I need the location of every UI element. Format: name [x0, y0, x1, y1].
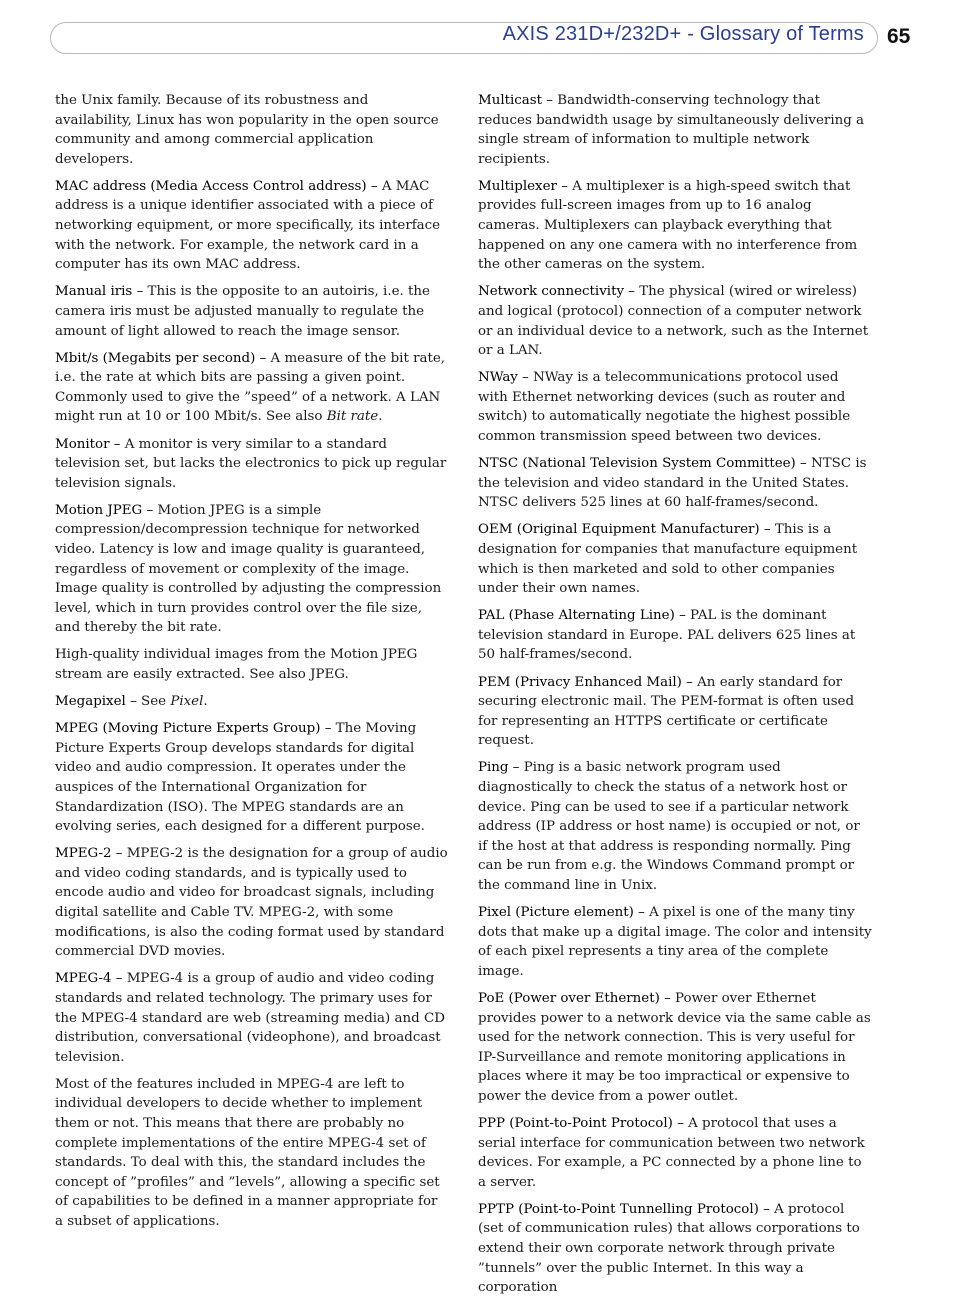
glossary-entry: [478, 903, 872, 981]
glossary-term: Manual iris: [55, 284, 133, 300]
glossary-entry: [55, 692, 449, 712]
glossary-entry: [55, 645, 449, 684]
term-separator: –: [125, 694, 142, 710]
glossary-term: Mbit/s (Megabits per second): [55, 350, 256, 366]
glossary-term: NTSC (National Television System Committee): [478, 456, 796, 472]
glossary-term: PPP (Point-to-Point Protocol): [478, 1116, 673, 1131]
term-separator: –: [624, 284, 640, 300]
cross-reference: Bit rate: [326, 409, 379, 425]
term-separator: –: [109, 436, 125, 452]
glossary-entry: [478, 1114, 872, 1192]
glossary-definition: the Unix family. Because of its robustness and availability, Linux has won popularity in the open source community and among commercial application developers.: [55, 93, 439, 167]
glossary-entry: [478, 1200, 872, 1298]
glossary-term: Motion JPEG: [55, 502, 143, 518]
glossary-entry: [478, 91, 872, 169]
glossary-entry: [478, 758, 872, 895]
glossary-definition: A MAC address is a unique identifier associated with a piece of networking equipment, or more specifically, its interface with the network. For example, the network card in a computer has its own MAC address.: [55, 178, 441, 273]
glossary-entry: [55, 177, 449, 275]
glossary-definition: This is a designation for companies that manufacture equipment which is then marketed and sold to other companies under their own names.: [478, 522, 858, 597]
glossary-term: Ping: [478, 760, 513, 776]
glossary-entry: [55, 91, 449, 169]
glossary-entry: [55, 501, 449, 638]
term-separator: –: [512, 760, 524, 776]
term-separator: –: [255, 350, 271, 366]
glossary-entry: [478, 177, 872, 275]
term-separator: –: [517, 370, 534, 386]
term-separator: –: [542, 93, 558, 108]
page-title: AXIS 231D+/232D+ - Glossary of Terms: [502, 23, 864, 45]
glossary-definition: Most of the features included in MPEG-4 are left to individual developers to decide whether to implement them or not. This means that there are probably no complete implementations of the entire MPEG-4 set of standards. To deal with this, the standard includes the concept of ”profiles” and ”levels”, allowing a specific set of capabilities to be defined in a manner appropriate for a subset of applications.: [55, 1076, 440, 1229]
term-separator: –: [633, 905, 650, 921]
term-separator: –: [674, 608, 691, 624]
glossary-definition: High-quality individual images from the Motion JPEG stream are easily extracted. See also JPEG.: [55, 647, 418, 683]
glossary-definition: A pixel is one of the many tiny dots that make up a digital image. The color and intensity of each pixel represents a tiny area of the complete image.: [478, 905, 872, 979]
glossary-definition: A monitor is very similar to a standard television set, but lacks the electronics to pick up regular television signals.: [55, 436, 447, 491]
glossary-definition: Bandwidth-conserving technology that reduces bandwidth usage by simultaneously delivering a single stream of information to multiple network recipients.: [478, 93, 865, 167]
cross-reference: Pixel: [170, 694, 204, 710]
glossary-entry: [478, 368, 872, 446]
glossary-definition: This is the opposite to an autoiris, i.e. the camera iris must be adjusted manually to regulate the amount of light allowed to reach the image sensor.: [55, 284, 430, 339]
term-separator: –: [758, 1201, 775, 1217]
glossary-entry: [55, 844, 449, 962]
glossary-definition: MPEG-2 is the designation for a group of audio and video coding standards, and is typically used to encode audio and video for broadcast signals, including digital satellite and Cable TV. MPEG-2, with some modifications, is also the coding format used by standard commercial DVD movies.: [55, 846, 448, 960]
page-number: 65: [887, 25, 911, 48]
glossary-entry: [478, 989, 872, 1107]
term-separator: –: [132, 284, 148, 300]
glossary-entry: [55, 969, 449, 1067]
term-separator: –: [142, 502, 158, 518]
term-separator: –: [111, 971, 127, 987]
glossary-term: OEM (Original Equipment Manufacturer): [478, 522, 760, 538]
glossary-term: MAC address (Media Access Control address): [55, 178, 367, 194]
glossary-definition: Motion JPEG is a simple compression/decompression technique for networked video. Latency is low and image quality is guaranteed, regardless of movement or complexity of the image. Image quality is controlled by adjusting the compression level, which in turn provides control over the file size, and thereby the bit rate.: [55, 502, 442, 636]
glossary-definition: The physical (wired or wireless) and logical (protocol) connection of a computer network or an individual device to a network, such as the Internet or a LAN.: [478, 284, 869, 359]
definition-tail: .: [203, 694, 208, 710]
glossary-term: MPEG (Moving Picture Experts Group): [55, 721, 321, 737]
right-column: [478, 91, 872, 1305]
glossary-definition: An early standard for securing electronic mail. The PEM-format is often used for representing an HTTPS certificate or certificate request.: [478, 674, 855, 749]
glossary-definition: NTSC is the television and video standard in the United States. NTSC delivers 525 lines at 60 half-frames/second.: [478, 456, 867, 511]
glossary-definition: A measure of the bit rate, i.e. the rate at which bits are passing a given point. Commonly used to give the ”speed” of a network. A LAN might run at 10 or 100 Mbit/s. See also: [55, 350, 446, 425]
term-separator: –: [681, 674, 698, 690]
term-separator: –: [759, 522, 775, 538]
left-column: [55, 91, 449, 1239]
definition-tail: .: [378, 409, 383, 425]
term-separator: –: [320, 721, 336, 737]
glossary-definition: Power over Ethernet provides power to a network device via the same cable as used for the network connection. This is very useful for IP-Surveillance and remote monitoring applications in places where it may be too impractical or expensive to power the device from a power outlet.: [478, 990, 871, 1104]
glossary-term: MPEG-4: [55, 971, 112, 987]
glossary-term: Pixel (Picture element): [478, 905, 634, 921]
glossary-entry: [478, 282, 872, 360]
glossary-definition: A protocol (set of communication rules) that allows corporations to extend their own corporate network through private ”tunnels” over the public Internet. In this way a corporation: [478, 1201, 860, 1296]
glossary-term: Multicast: [478, 93, 543, 108]
glossary-definition: A multiplexer is a high-speed switch that provides full-screen images from up to 16 analog cameras. Multiplexers can playback everything that happened on any one camera with no interference from the other cameras on the system.: [478, 178, 858, 273]
term-separator: –: [672, 1116, 689, 1131]
glossary-term: NWay: [478, 370, 518, 386]
glossary-term: PAL (Phase Alternating Line): [478, 608, 675, 624]
glossary-entry: [478, 673, 872, 751]
glossary-definition: See: [141, 694, 171, 710]
glossary-entry: [478, 454, 872, 513]
term-separator: –: [111, 846, 127, 862]
term-separator: –: [556, 178, 573, 194]
glossary-definition: PAL is the dominant television standard in Europe. PAL delivers 625 lines at 50 half-frames/second.: [478, 608, 856, 663]
glossary-entry: [478, 606, 872, 665]
glossary-definition: The Moving Picture Experts Group develops standards for digital video and audio compression. It operates under the auspices of the International Organization for Standardization (ISO). The MPEG standards are an evolving series, each designed for a different purpose.: [55, 721, 425, 835]
glossary-entry: [478, 520, 872, 598]
glossary-term: Megapixel: [55, 694, 126, 710]
term-separator: –: [795, 456, 811, 472]
glossary-definition: MPEG-4 is a group of audio and video coding standards and related technology. The primary uses for the MPEG-4 standard are web (streaming media) and CD distribution, conversational (videophone), and broadcast television.: [55, 971, 445, 1065]
term-separator: –: [659, 990, 676, 1006]
glossary-term: PoE (Power over Ethernet): [478, 990, 660, 1006]
glossary-term: Network connectivity: [478, 284, 625, 300]
glossary-entry: [55, 349, 449, 427]
glossary-entry: [55, 282, 449, 341]
glossary-definition: Ping is a basic network program used diagnostically to check the status of a network host or device. Ping can be used to see if a particular network address (IP address or host name) is occupied or not, or if the host at that address is responding normally. Ping can be run from e.g. the Windows Command prompt or the command line in Unix.: [478, 760, 860, 893]
glossary-term: Multiplexer: [478, 178, 557, 194]
term-separator: –: [366, 178, 382, 194]
glossary-term: MPEG-2: [55, 846, 112, 862]
glossary-term: PPTP (Point-to-Point Tunnelling Protocol): [478, 1201, 759, 1217]
glossary-entry: [55, 719, 449, 837]
glossary-entry: [55, 1075, 449, 1232]
glossary-definition: NWay is a telecommunications protocol used with Ethernet networking devices (such as router and switch) to automatically negotiate the highest possible common transmission speed between two devices.: [478, 370, 851, 444]
glossary-entry: [55, 435, 449, 494]
glossary-term: PEM (Privacy Enhanced Mail): [478, 674, 682, 690]
glossary-term: Monitor: [55, 436, 110, 452]
glossary-definition: A protocol that uses a serial interface for communication between two network devices. For example, a PC connected by a phone line to a server.: [478, 1116, 865, 1190]
